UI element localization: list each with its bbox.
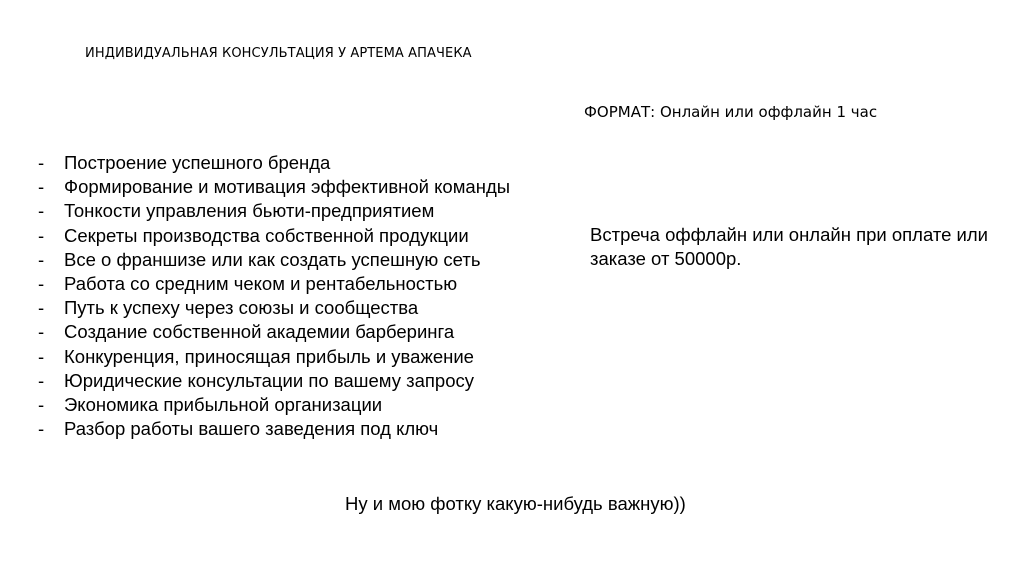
bullet-dash: - (38, 321, 45, 343)
meeting-note: Встреча оффлайн или онлайн при оплате или заказе от 50000р. (590, 224, 988, 269)
topic-label: Работа со средним чеком и рентабельностью (64, 273, 458, 295)
list-item (38, 393, 510, 417)
bullet-dash: - (38, 176, 45, 198)
list-item (38, 199, 510, 223)
topic-label: Построение успешного бренда (64, 152, 331, 173)
bullet-dash: - (38, 297, 45, 319)
list-item (38, 272, 510, 296)
bullet-dash: - (38, 369, 45, 391)
format-info: ФОРМАТ: Онлайн или оффлайн 1 час (584, 103, 878, 121)
topic-label: Секреты производства собственной продукции (64, 224, 469, 246)
bullet-dash: - (38, 418, 45, 440)
list-item (38, 151, 510, 175)
topic-label: Юридические консультации по вашему запросу (64, 369, 474, 391)
photo-note: Ну и мою фотку какую-нибудь важную)) (345, 493, 686, 514)
topic-label: Разбор работы вашего заведения под ключ (64, 418, 439, 440)
topics-list (38, 151, 510, 441)
topic-label: Путь к успеху через союзы и сообщества (64, 297, 419, 319)
bullet-dash: - (38, 200, 45, 222)
bullet-dash: - (38, 152, 45, 173)
list-item (38, 417, 510, 441)
list-item (38, 296, 510, 320)
topic-label: Экономика прибыльной организации (64, 394, 383, 416)
list-item (38, 320, 510, 344)
list-item (38, 345, 510, 369)
slide-title: ИНДИВИДУАЛЬНАЯ КОНСУЛЬТАЦИЯ У АРТЕМА АПАЧЕКА (85, 46, 472, 61)
topic-label: Конкуренция, приносящая прибыль и уважение (64, 345, 474, 367)
list-item (38, 369, 510, 393)
bullet-dash: - (38, 224, 45, 246)
list-item (38, 175, 510, 199)
bullet-dash: - (38, 248, 45, 270)
topic-label: Тонкости управления бьюти-предприятием (64, 200, 435, 222)
bullet-dash: - (38, 273, 45, 295)
bullet-dash: - (38, 345, 45, 367)
list-item (38, 224, 510, 248)
topic-label: Все о франшизе или как создать успешную сеть (64, 248, 481, 270)
bullet-dash: - (38, 394, 45, 416)
topic-label: Создание собственной академии барберинга (64, 321, 455, 343)
list-item (38, 248, 510, 272)
topic-label: Формирование и мотивация эффективной команды (64, 176, 511, 198)
